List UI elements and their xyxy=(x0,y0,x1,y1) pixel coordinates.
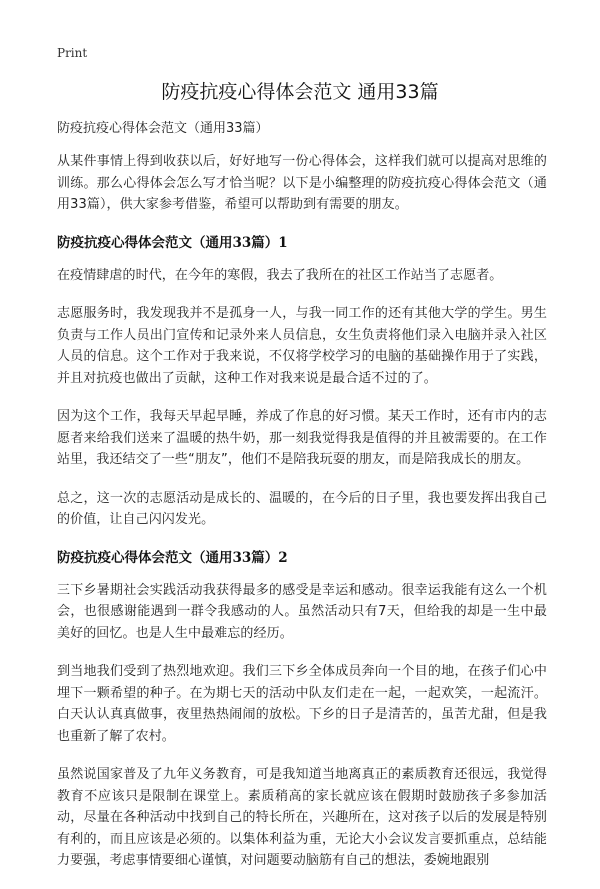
section-heading: 防疫抗疫心得体会范文（通用33篇）1 xyxy=(57,234,288,251)
section-paragraph: 虽然说国家普及了九年义务教育，可是我知道当地离真正的素质教育还很远，我觉得教育不应该只是限制在课堂上。素质稍高的家长就应该在假期时鼓励孩子多参加活动，尽量在各种活动中找到自己的特长所在，兴趣所在，这对孩子以后的发展是特别有利的，而且应该是必须的。以集体利益为重，无论大小会议发言要抓重点，总结能力要强，考虑事情要细心谨慎，对问题要动脑筋有自己的想法，委婉地跟别 xyxy=(57,767,547,868)
section-heading: 防疫抗疫心得体会范文（通用33篇）2 xyxy=(57,549,288,566)
section-paragraph: 因为这个工作，我每天早起早睡，养成了作息的好习惯。某天工作时，还有市内的志愿者来给我们送来了温暖的热牛奶，那一刻我觉得我是值得的并且被需要的。在工作站里，我还结交了一些“朋友”，他们不是陪我玩耍的朋友，而是陪我成长的朋友。 xyxy=(57,409,547,467)
section-paragraph: 在疫情肆虐的时代，在今年的寒假，我去了我所在的社区工作站当了志愿者。 xyxy=(57,267,503,283)
section-paragraph: 总之，这一次的志愿活动是成长的、温暖的，在今后的日子里，我也要发挥出我自己的价值，让自己闪闪发光。 xyxy=(57,490,547,527)
article-body xyxy=(57,151,547,889)
intro-paragraph: 从某件事情上得到收获以后，好好地写一份心得体会，这样我们就可以提高对思维的训练。那么心得体会怎么写才恰当呢？以下是小编整理的防疫抗疫心得体会范文（通用33篇），供大家参考借鉴，希望可以帮助到有需要的朋友。 xyxy=(57,154,547,212)
print-link[interactable]: Print xyxy=(57,46,88,60)
section-paragraph: 三下乡暑期社会实践活动我获得最多的感受是幸运和感动。很幸运我能有这么一个机会，也很感谢能遇到一群令我感动的人。虽然活动只有7天，但给我的却是一生中最美好的回忆。也是人生中最难忘的经历。 xyxy=(57,582,547,641)
page-subtitle: 防疫抗疫心得体会范文（通用33篇） xyxy=(57,121,269,136)
section-paragraph: 志愿服务时，我发现我并不是孤身一人，与我一同工作的还有其他大学的学生。男生负责与工作人员出门宣传和记录外来人员信息，女生负责将他们录入电脑并录入社区人员的信息。这个工作对于我来说，不仅将学校学习的电脑的基础操作用于了实践，并且对抗疫也做出了贡献，这种工作对我来说是最合适不过的了。 xyxy=(57,306,547,386)
section-paragraph: 到当地我们受到了热烈地欢迎。我们三下乡全体成员奔向一个目的地，在孩子们心中埋下一颗希望的种子。在为期七天的活动中队友们走在一起，一起欢笑，一起流汗。白天认认真真做事，夜里热热闹闹的放松。下乡的日子是清苦的，虽苦尤甜，但是我也重新了解了农村。 xyxy=(57,664,547,744)
page-title: 防疫抗疫心得体会范文 通用33篇 xyxy=(161,81,439,103)
